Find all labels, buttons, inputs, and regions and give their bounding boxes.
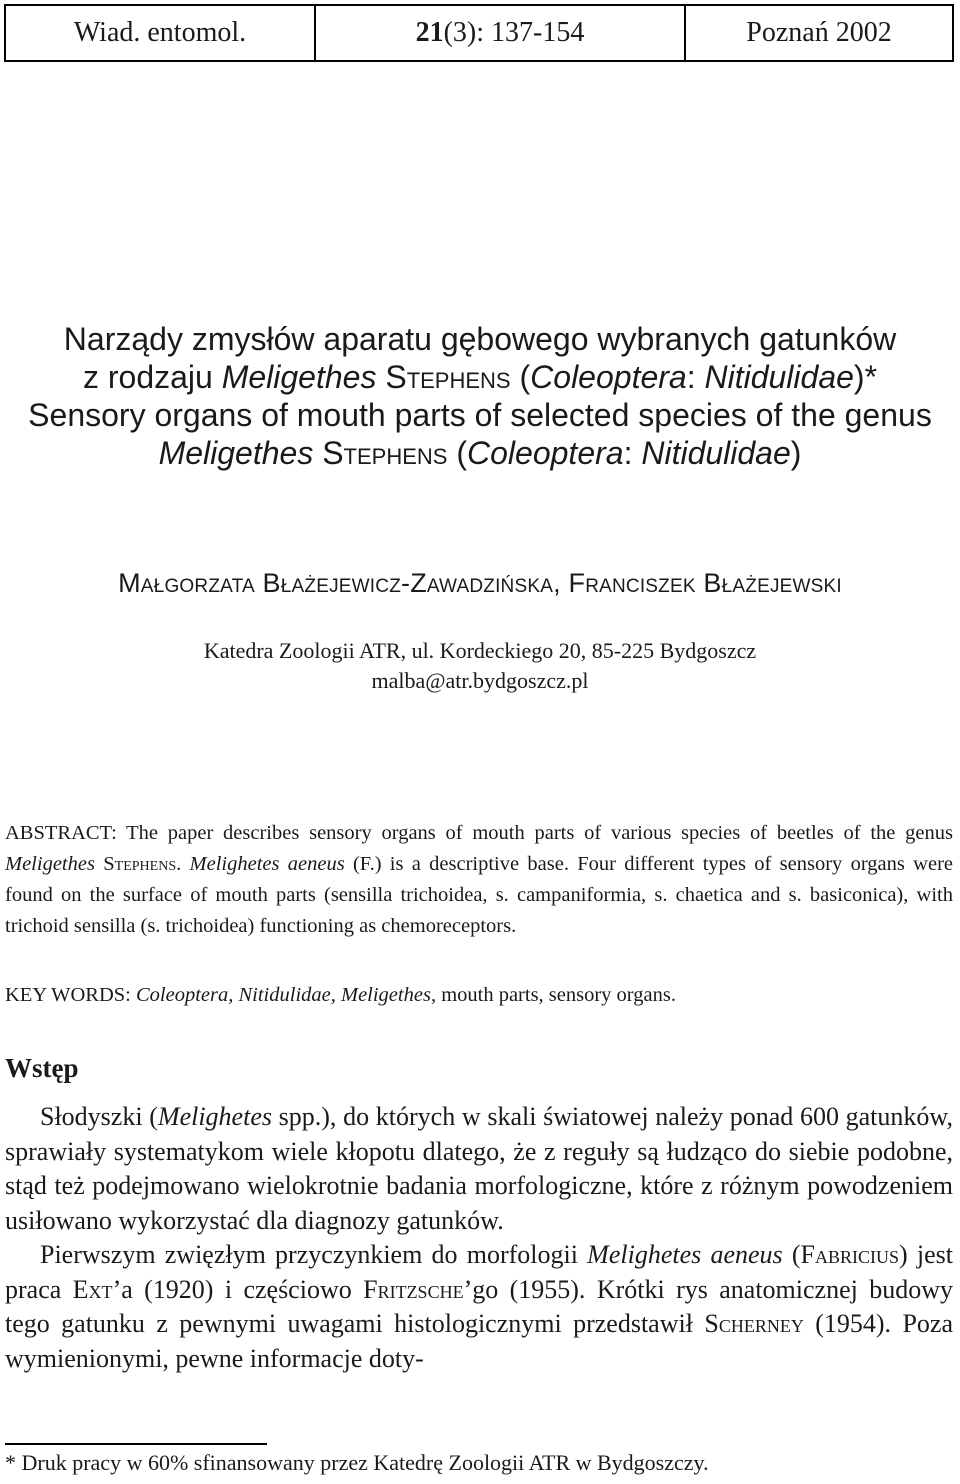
title-en-family: Nitidulidae <box>641 435 791 471</box>
p2-ext: Ext <box>72 1274 113 1304</box>
title-en-line2 <box>0 434 960 472</box>
title-en-colon: : <box>623 435 642 471</box>
journal-name <box>6 6 316 60</box>
title-en-paren-close: ) <box>790 435 802 471</box>
body-text <box>5 1100 953 1376</box>
title-block <box>0 320 960 472</box>
journal-name-text: Wiad. entomol. <box>73 17 247 48</box>
keywords-rest: , mouth parts, sensory organs. <box>430 984 676 1006</box>
abstract-label: ABSTRACT <box>5 822 112 844</box>
abstract-author: Stephens <box>103 853 177 875</box>
title-pl-author: Stephens <box>385 359 511 395</box>
body-paragraph-2 <box>5 1238 953 1376</box>
footnote-rule <box>5 1443 267 1445</box>
p2-species: Melighetes aeneus <box>587 1240 783 1269</box>
p2-text-c: ) jest praca <box>5 1240 953 1304</box>
footnote: * Druk pracy w 60% sfinansowany przez Katedrę Zoologii ATR w Bydgoszczy. <box>5 1450 709 1475</box>
title-pl-family: Nitidulidae <box>704 359 854 395</box>
p1-text-b: spp.), do których w skali światowej należy ponad 600 gatunków, sprawiały systematykom wiele kłopotu dlatego, że z reguły są łudząco do siebie podobne, stąd też podejmowano wielokrotnie badania morfologiczne, które z różnym powodzeniem usiłowano wykorzystać dla diagnozy gatunków. <box>5 1102 953 1235</box>
volume-number: 21 <box>415 17 444 48</box>
title-pl-paren-open: ( <box>510 359 531 395</box>
keywords-label: KEY WORDS <box>5 984 126 1006</box>
abstract-species: Melighetes aeneus <box>189 853 345 875</box>
title-pl-line2 <box>0 358 960 396</box>
p2-scherney: Scherney <box>704 1309 804 1338</box>
body-paragraph-1 <box>5 1100 953 1238</box>
section-heading: Wstęp <box>5 1053 79 1083</box>
title-pl-paren-close: )* <box>853 359 878 395</box>
place-year-text: Poznań 2002 <box>746 17 892 48</box>
abstract-text-1: : The paper describes sensory organs of mouth parts of various species of beetles of the genus <box>111 822 953 844</box>
journal-header <box>4 4 954 62</box>
p2-text-b: ( <box>782 1240 801 1269</box>
title-pl-order: Coleoptera <box>530 359 687 395</box>
p2-text-f: (1954). Poza wymienionymi, pewne informacje doty- <box>5 1309 953 1373</box>
p2-text-d: ’a (1920) i częściowo <box>112 1274 364 1304</box>
p1-text-a: Słodyszki ( <box>40 1102 158 1131</box>
p1-genus: Melighetes <box>157 1102 272 1131</box>
authors: Małgorzata Błażejewicz-Zawadzińska, Franciszek Błażejewski <box>118 568 842 598</box>
title-pl-prefix: z rodzaju <box>82 359 222 395</box>
title-pl-genus: Meligethes <box>221 359 377 395</box>
title-en-author: Stephens <box>322 435 448 471</box>
volume-info <box>316 6 686 60</box>
place-year <box>686 6 952 60</box>
abstract <box>5 818 953 942</box>
abstract-text-2: . <box>176 853 190 875</box>
keywords <box>5 980 953 1010</box>
abstract-text-3: (F.) is a descriptive base. Four different types of sensory organs were found on the surface of mouth parts (sensilla trichoidea, s. campaniformia, s. chaetica and s. basiconica), with trichoid sensilla (s. trichoidea) functioning as chemoreceptors. <box>5 853 953 937</box>
title-en-order: Coleoptera <box>467 435 624 471</box>
title-pl-colon: : <box>686 359 705 395</box>
p2-text-e: ’go (1955). Krótki rys anatomicznej budowy tego gatunku z pewnymi uwagami histologicznymi przedstawił <box>5 1274 953 1338</box>
abstract-genus: Meligethes <box>5 853 95 875</box>
title-en-paren-open: ( <box>447 435 468 471</box>
keywords-italic: Coleoptera, Nitidulidae, Meligethes <box>136 984 431 1006</box>
title-en-line1: Sensory organs of mouth parts of selected species of the genus <box>28 397 932 433</box>
keywords-sep: : <box>125 984 136 1006</box>
p2-fabricius: Fabricius <box>800 1240 900 1269</box>
issue-pages: (3): 137-154 <box>443 17 585 48</box>
title-pl-line1: Narządy zmysłów aparatu gębowego wybranych gatunków <box>63 321 897 357</box>
p2-fritzsche: Fritzsche <box>363 1274 464 1304</box>
affiliation-address: Katedra Zoologii ATR, ul. Kordeckiego 20, 85-225 Bydgoszcz <box>203 638 757 663</box>
affiliation-email[interactable]: malba@atr.bydgoszcz.pl <box>371 668 589 693</box>
title-en-genus: Meligethes <box>158 435 314 471</box>
p2-text-a: Pierwszym zwięzłym przyczynkiem do morfologii <box>40 1240 588 1269</box>
affiliation <box>0 636 960 696</box>
